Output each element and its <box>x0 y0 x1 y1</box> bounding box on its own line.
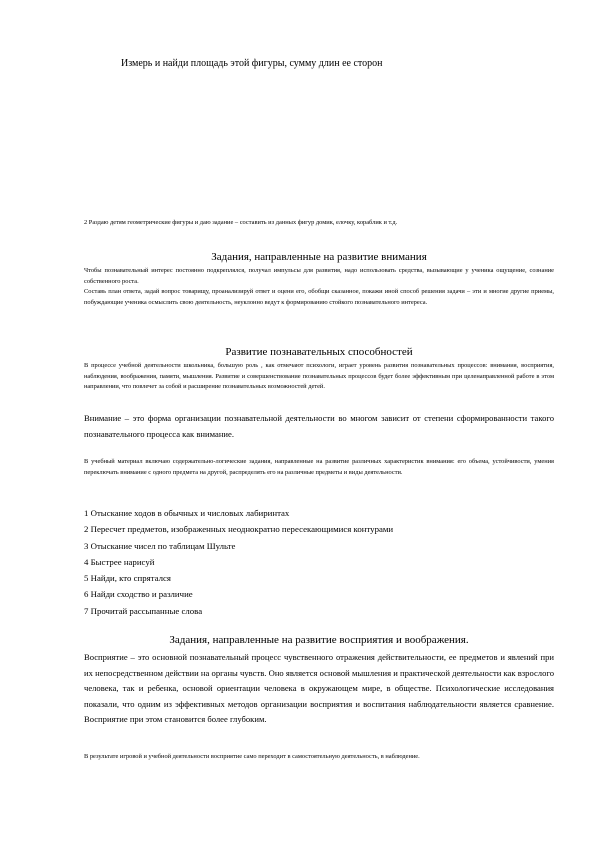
perception-body <box>84 650 554 728</box>
section-title-perception: Задания, направленные на развитие восприятия и воображения. <box>169 634 469 646</box>
task-2-text: 2 Раздаю детям геометрические фигуры и даю задание – составить из данных фигур домик, елочку, кораблик и т.д. <box>84 219 398 226</box>
list-item: 2 Пересчет предметов, изображенных неоднократно пересекающимися контурами <box>84 524 394 535</box>
figure-task-text: Измерь и найди площадь этой фигуры, сумму длин ее сторон <box>121 58 383 69</box>
attention-definition <box>84 411 554 442</box>
cognitive-paragraph-2: Внимание – это форма организации познавательной деятельности во многом зависит от степени сформированности такого познавательного процесса как внимание. <box>84 413 554 439</box>
cognitive-body <box>84 361 554 393</box>
attention-exercise-list <box>84 505 554 619</box>
cognitive-paragraph-1: В процессе учебной деятельности школьника, большую роль , как отмечают психологи, играет уровень развития познавательных процессов: внимания, восприятия, наблюдения, воображения, памяти, мышления. Развитие и совершенствование познавательных процессов будет более эффективным при целенаправленной работе в этом направлении, что повлечет за собой и расширение познавательных возможностей детей. <box>84 362 554 390</box>
perception-body-2 <box>84 752 554 763</box>
perception-paragraph-2: В результате игровой и учебной деятельности восприятие само переходит в самостоятельную деятельность, в наблюдение. <box>84 753 420 760</box>
list-item: 3 Отыскание чисел по таблицам Шульте <box>84 540 236 551</box>
section-title-attention: Задания, направленные на развитие внимания <box>211 251 427 263</box>
cognitive-paragraph-3: В учебный материал включаю содержательно-логические задания, направленные на развитие различных характеристик внимания: его объема, устойчивости, умения переключать внимание с одного предмета на другой, распределять его на различные предметы и виды деятельности. <box>84 458 554 476</box>
cognitive-body-3 <box>84 457 554 478</box>
section-title-cognitive: Развитие познавательных способностей <box>225 346 413 358</box>
list-item: 6 Найди сходство и различие <box>84 589 193 600</box>
perception-paragraph-1: Восприятие – это основной познавательный процесс чувственного отражения действительности, ее предметов и явлений при их непосредственном действии на органы чувств. Оно является основой мышления и практической деятельности как взрослого человека, так и ребенка, основой ориентации человека в окружающем мире, в обществе. Психологические исследования показали, что одним из эффективных методов организации восприятия и воспитания наблюдательности является сравнение. Восприятие при этом становится более глубоким. <box>84 652 554 724</box>
list-item: 7 Прочитай рассыпанные слова <box>84 605 203 616</box>
list-item: 4 Быстрее нарисуй <box>84 556 155 567</box>
attention-paragraph-2: Составь план ответа, задай вопрос товарищу, проанализируй ответ и оцени его, обобщи сказанное, покажи иной способ решения задачи – эти и многие другие приемы, побуждающие ученика осмыслить свою деятельность, неуклонно ведут к формированию стойкого познавательного интереса. <box>84 288 554 306</box>
list-item: 1 Отыскание ходов в обычных и числовых лабиринтах <box>84 508 290 518</box>
list-item: 5 Найди, кто спрятался <box>84 573 171 584</box>
attention-paragraph-1: Чтобы познавательный интерес постоянно подкреплялся, получал импульсы для развития, надо использовать средства, вызывающие у ученика ощущение, сознание собственного роста. <box>84 267 554 285</box>
attention-body <box>84 266 554 308</box>
